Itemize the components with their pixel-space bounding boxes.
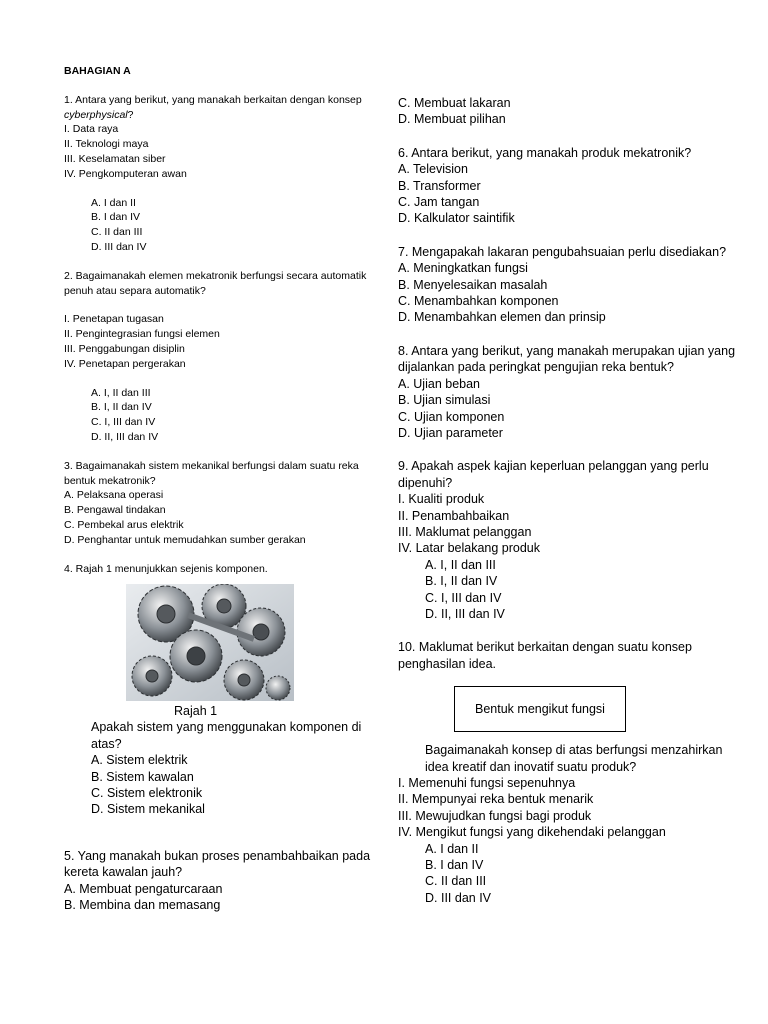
answer-option: D. Sistem mekanikal xyxy=(91,802,205,817)
answer-option: A. Television xyxy=(398,162,468,177)
statement: I. Memenuhi fungsi sepenuhnya xyxy=(398,776,576,790)
question-3 xyxy=(64,459,376,548)
question-1-text: 1. Antara yang berikut, yang manakah berkaitan dengan konsep cyberphysical? xyxy=(64,93,362,121)
answer-option: B. Menyelesaikan masalah xyxy=(398,277,548,292)
question-8-text: 8. Antara yang berikut, yang manakah merupakan ujian yang dijalankan pada peringkat pengujian reka bentuk? xyxy=(398,343,736,375)
statement: I. Data raya xyxy=(64,123,119,136)
answer-option: C. Pembekal arus elektrik xyxy=(64,518,184,531)
answer-option: B. Transformer xyxy=(398,178,481,193)
question-6 xyxy=(398,145,738,227)
answer-option: A. Pelaksana operasi xyxy=(64,489,164,502)
statement: III. Mewujudkan fungsi bagi produk xyxy=(398,808,592,823)
statement: II. Pengintegrasian fungsi elemen xyxy=(64,328,220,341)
statement: I. Kualiti produk xyxy=(398,492,485,507)
answer-option: D. II, III dan IV xyxy=(91,430,159,443)
statement: III. Keselamatan siber xyxy=(64,152,166,165)
statement: IV. Mengikut fungsi yang dikehendaki pelanggan xyxy=(398,825,666,840)
statement: IV. Latar belakang produk xyxy=(398,541,541,556)
question-5-text: 5. Yang manakah bukan proses penambahbaikan pada kereta kawalan jauh? xyxy=(64,848,371,880)
question-4-question: Apakah sistem yang menggunakan komponen di atas? xyxy=(91,720,362,751)
answer-option: B. Pengawal tindakan xyxy=(64,504,166,517)
question-4 xyxy=(64,562,376,818)
answer-option: A. Meningkatkan fungsi xyxy=(398,261,528,276)
answer-option: A. Sistem elektrik xyxy=(91,753,188,768)
answer-option: D. Kalkulator saintifik xyxy=(398,211,515,226)
answer-option: C. I, III dan IV xyxy=(425,590,502,605)
question-10 xyxy=(398,639,738,906)
statement: III. Maklumat pelanggan xyxy=(398,524,532,539)
answer-options xyxy=(64,196,376,255)
answer-option: D. Membuat pilihan xyxy=(398,112,506,127)
gears-image xyxy=(126,584,294,701)
answer-option: A. I, II dan III xyxy=(425,557,496,572)
statement: II. Penambahbaikan xyxy=(398,508,510,523)
statement: IV. Penetapan pergerakan xyxy=(64,357,186,370)
question-3-text: 3. Bagaimanakah sistem mekanikal berfungsi dalam suatu reka bentuk mekatronik? xyxy=(64,459,359,487)
question-9 xyxy=(398,458,738,622)
question-7-text: 7. Mengapakah lakaran pengubahsuaian perlu disediakan? xyxy=(398,244,727,259)
answer-options xyxy=(64,386,376,445)
question-5 xyxy=(64,848,376,914)
answer-option: D. Menambahkan elemen dan prinsip xyxy=(398,310,606,325)
question-2 xyxy=(64,269,376,445)
answer-option: C. Ujian komponen xyxy=(398,409,505,424)
answer-option: B. Sistem kawalan xyxy=(91,769,194,784)
answer-option: A. Ujian beban xyxy=(398,376,481,391)
answer-option: D. II, III dan IV xyxy=(425,606,505,621)
statement: II. Mempunyai reka bentuk menarik xyxy=(398,792,594,807)
answer-option: A. I dan II xyxy=(91,196,136,209)
gears-icon xyxy=(126,584,294,701)
right-column xyxy=(398,95,738,923)
answer-option: D. III dan IV xyxy=(425,890,492,905)
statement: III. Penggabungan disiplin xyxy=(64,342,185,355)
question-8 xyxy=(398,343,738,441)
answer-option: B. Membina dan memasang xyxy=(64,897,221,912)
answer-option: C. Sistem elektronik xyxy=(91,785,203,800)
answer-option: B. Ujian simulasi xyxy=(398,393,491,408)
answer-options xyxy=(398,841,738,907)
answer-option: D. Ujian parameter xyxy=(398,425,503,440)
answer-option: B. I, II dan IV xyxy=(425,574,498,589)
answer-option: C. II dan III xyxy=(91,226,143,239)
question-9-text: 9. Apakah aspek kajian keperluan pelanggan yang perlu dipenuhi? xyxy=(398,459,709,490)
left-column xyxy=(64,64,376,913)
answer-option: A. I dan II xyxy=(425,841,479,856)
answer-option: B. I dan IV xyxy=(91,211,141,224)
answer-option: C. I, III dan IV xyxy=(91,416,156,429)
statement: IV. Pengkomputeran awan xyxy=(64,167,187,180)
question-2-text: 2. Bagaimanakah elemen mekatronik berfungsi secara automatik penuh atau separa automatik? xyxy=(64,269,367,297)
question-5-continued xyxy=(398,95,738,128)
question-6-text: 6. Antara berikut, yang manakah produk mekatronik? xyxy=(398,145,692,160)
answer-option: D. Penghantar untuk memudahkan sumber gerakan xyxy=(64,533,306,546)
answer-option: B. I dan IV xyxy=(425,858,484,873)
question-1 xyxy=(64,93,376,255)
question-10-question: Bagaimanakah konsep di atas berfungsi menzahirkan idea kreatif dan inovatif suatu produk? xyxy=(425,743,723,774)
statement: I. Penetapan tugasan xyxy=(64,313,164,326)
answer-option: C. Menambahkan komponen xyxy=(398,294,559,309)
question-10-text: 10. Maklumat berikut berkaitan dengan suatu konsep penghasilan idea. xyxy=(398,640,692,671)
answer-option: A. I, II dan III xyxy=(91,386,151,399)
statement: II. Teknologi maya xyxy=(64,138,149,151)
concept-box: Bentuk mengikut fungsi xyxy=(454,686,626,732)
question-4-text: 4. Rajah 1 menunjukkan sejenis komponen. xyxy=(64,562,268,575)
answer-option: A. Membuat pengaturcaraan xyxy=(64,881,223,896)
section-title: BAHAGIAN A xyxy=(64,65,131,77)
answer-options xyxy=(398,557,738,623)
question-7 xyxy=(398,244,738,326)
answer-option: C. Jam tangan xyxy=(398,195,480,210)
answer-option: C. II dan III xyxy=(425,874,487,889)
answer-option: D. III dan IV xyxy=(91,240,147,253)
answer-option: B. I, II dan IV xyxy=(91,401,152,414)
figure-caption: Rajah 1 xyxy=(174,704,218,719)
answer-option: C. Membuat lakaran xyxy=(398,96,511,110)
